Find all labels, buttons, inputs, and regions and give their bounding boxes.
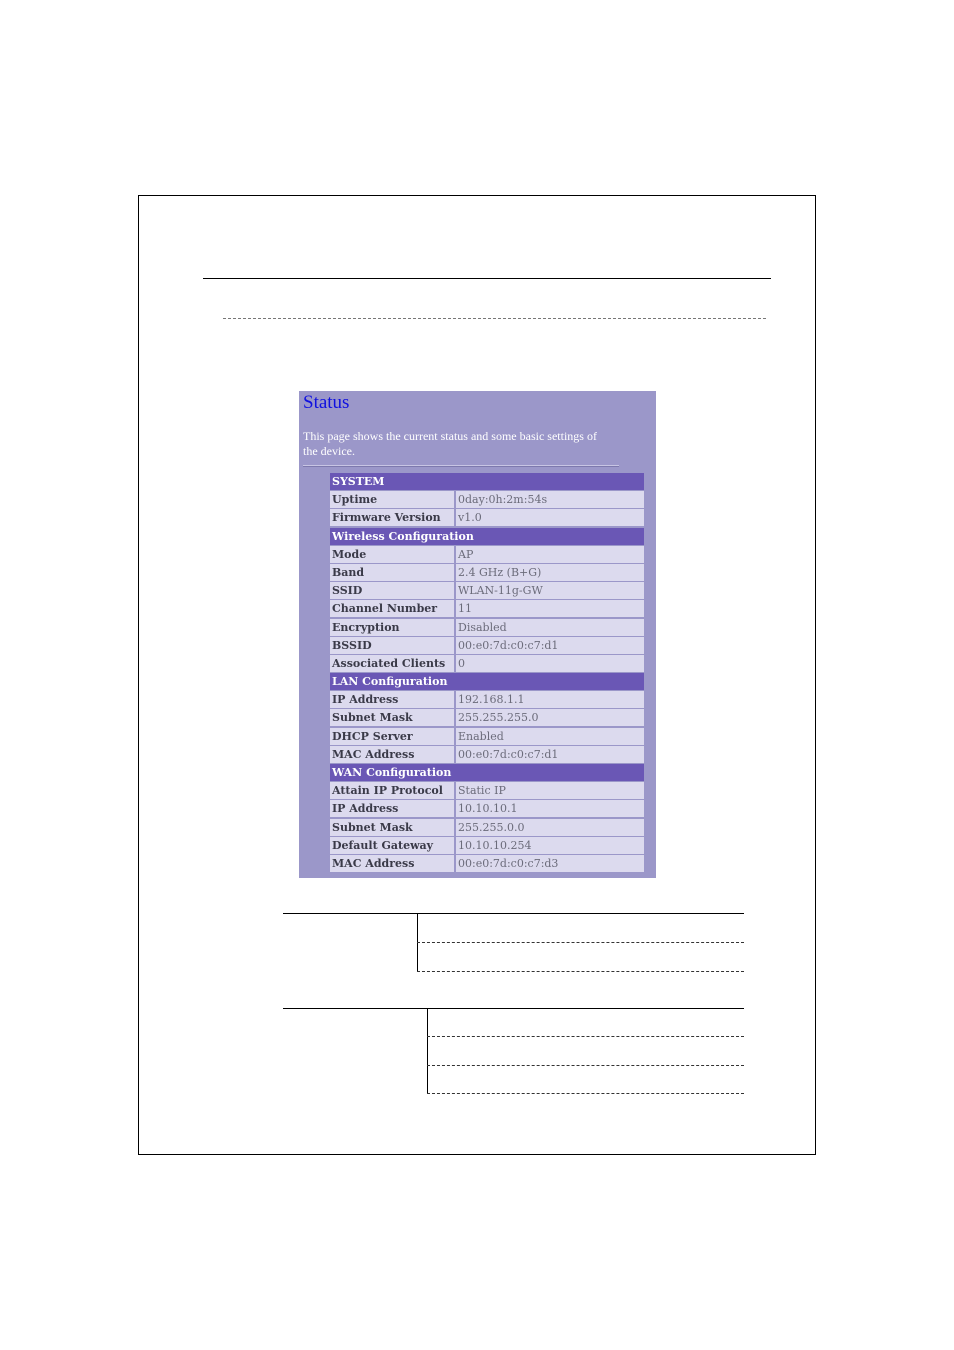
table-rule [283,1008,744,1009]
row-label: DHCP Server [330,728,454,745]
row-label: Subnet Mask [330,819,454,836]
row-label: Subnet Mask [330,709,454,726]
table-row [330,709,644,726]
row-value: 255.255.255.0 [456,709,644,726]
table-row [330,600,644,617]
row-value: 255.255.0.0 [456,819,644,836]
table-rule [283,913,744,914]
row-value: WLAN-11g-GW [456,582,644,599]
table-row [330,564,644,581]
row-label: Channel Number [330,600,454,617]
table-rule [417,971,744,972]
table-row [330,746,644,763]
table-row [330,655,644,672]
row-value: 0 [456,655,644,672]
row-label: SSID [330,582,454,599]
table-rule [427,1065,744,1066]
table-row [330,619,644,636]
status-screenshot [299,391,656,878]
row-value: 00:e0:7d:c0:c7:d1 [456,637,644,654]
table-row [330,782,644,799]
row-label: IP Address [330,691,454,708]
table-row [330,855,644,872]
row-value: 0day:0h:2m:54s [456,491,644,508]
row-value: Static IP [456,782,644,799]
table-row [330,491,644,508]
table-row [330,728,644,745]
section-header: SYSTEM [330,473,644,490]
row-label: MAC Address [330,855,454,872]
subheader-rule [223,318,766,319]
row-label: BSSID [330,637,454,654]
row-label: Mode [330,546,454,563]
row-label: IP Address [330,800,454,817]
status-table [330,473,644,873]
table-rule [417,942,744,943]
section-header: LAN Configuration [330,673,644,690]
row-value: Enabled [456,728,644,745]
row-value: 192.168.1.1 [456,691,644,708]
row-label: Associated Clients [330,655,454,672]
table-row [330,582,644,599]
row-value: 00:e0:7d:c0:c7:d1 [456,746,644,763]
row-label: Default Gateway [330,837,454,854]
section-header: WAN Configuration [330,764,644,781]
row-label: Encryption [330,619,454,636]
row-value: Disabled [456,619,644,636]
row-value: 2.4 GHz (B+G) [456,564,644,581]
table-row [330,837,644,854]
section-header: Wireless Configuration [330,528,644,545]
row-label: Band [330,564,454,581]
table-rule [427,1093,744,1094]
table-row [330,800,644,817]
page-title: Status [303,392,350,413]
row-value: v1.0 [456,509,644,526]
table-row [330,546,644,563]
table-row [330,691,644,708]
row-label: Uptime [330,491,454,508]
row-label: Attain IP Protocol [330,782,454,799]
row-label: MAC Address [330,746,454,763]
table-row [330,637,644,654]
table-rule [427,1036,744,1037]
row-value: 10.10.10.254 [456,837,644,854]
row-value: 10.10.10.1 [456,800,644,817]
page-description: This page shows the current status and some basic settings of the device. [303,429,597,458]
row-label: Firmware Version [330,509,454,526]
header-rule [203,278,771,279]
row-value: 00:e0:7d:c0:c7:d3 [456,855,644,872]
table-divider [427,1008,428,1094]
row-value: 11 [456,600,644,617]
divider [303,465,619,467]
table-row [330,819,644,836]
table-row [330,509,644,526]
row-value: AP [456,546,644,563]
